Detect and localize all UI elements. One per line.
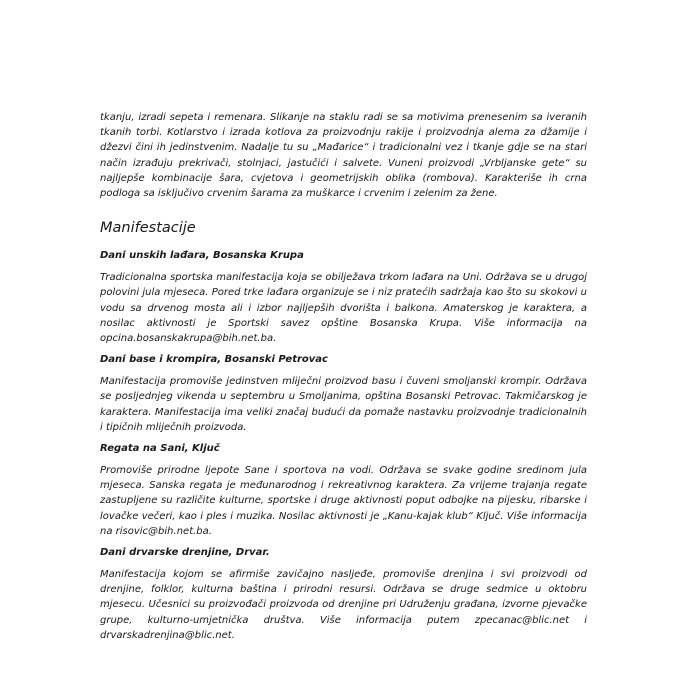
section-heading-manifestacije: Manifestacije	[100, 220, 196, 237]
event-block-base-i-krompira	[100, 353, 587, 435]
event-block-drvarske-drenjine	[100, 546, 587, 643]
event-title: Dani drvarske drenjine, Drvar.	[100, 547, 270, 559]
event-description: Tradicionalna sportska manifestacija koja se obilježava trkom lađara na Uni. Održava se u drugoj polovini jula mjeseca. Pored trke lađara organizuje se i niz pratećih sadržaja kao što su skokovi u vodu sa drvenog mosta ali i izbor najljepših dvorišta i balkona. Amaterskog je karaktera, a nosilac aktivnosti je Sportski savez opštine Bosanska Krupa. Više informacija na opcina.bosanskakrupa@bih.net.ba.	[100, 272, 587, 345]
event-description: Promoviše prirodne ljepote Sane i sportova na vodi. Održava se svake godine sredinom jula mjeseca. Sanska regata je međunarodnog i rekreativnog karaktera. Za vrijeme trajanja regate zastupljene su različite kulturne, sportske i druge aktivnosti poput odbojke na pijesku, ribarske i lovačke večeri, kao i ples i muzika. Nosilac aktivnosti je „Kanu-kajak klub“ Ključ. Više informacija na risovic@bih.net.ba.	[100, 465, 587, 537]
event-block-regata-na-sani	[100, 442, 587, 539]
page-content	[100, 110, 587, 650]
event-title: Dani unskih lađara, Bosanska Krupa	[100, 250, 304, 262]
event-description: Manifestacija promoviše jedinstven mliječni proizvod basu i čuveni smoljanski krompir. Održava se posljednjeg vikenda u septembru u Smoljanima, opština Bosanski Petrovac. Takmičarskog je karaktera. Manifestacija ima veliki značaj budući da pomaže nastavku proizvodnje tradicionalnih i tipičnih mliječnih proizvoda.	[100, 376, 587, 433]
event-title: Regata na Sani, Ključ	[100, 443, 220, 455]
event-description: Manifestacija kojom se afirmiše zavičajno nasljeđe, promoviše drenjina i svi proizvodi od drenjine, folklor, kulturna baština i prirodni resursi. Održava se druge sedmice u oktobru mjesecu. Učesnici su proizvođači proizvoda od drenjine pri Udruženju građana, izvorne pjevačke grupe, kulturno-umjetnička društva. Više informacija putem zpecanac@blic.net i drvarskadrenjina@blic.net.	[100, 569, 587, 641]
event-block-unski-ladari	[100, 249, 587, 346]
event-title: Dani base i krompira, Bosanski Petrovac	[100, 354, 328, 366]
intro-paragraph: tkanju, izradi sepeta i remenara. Slikanje na staklu radi se sa motivima prenesenim sa iveranih tkanih torbi. Kotlarstvo i izrada kotlova za proizvodnju rakije i proizvodnja alema za džamije i džezvi čini ih jedinstvenim. Nadalje tu su „Mađarice“ i tradicionalni vez i tkanje gdje se na stari način izrađuju prekrivači, stolnjaci, jastučići i salvete. Vuneni proizvodi „Vrbljanske gete“ su najljepše kombinacije šara, cvjetova i geometrijskih oblika (rombova). Karakteriše ih crna podloga sa isključivo crvenim šarama za muškarce i crvenim i zelenim za žene.	[100, 112, 587, 200]
